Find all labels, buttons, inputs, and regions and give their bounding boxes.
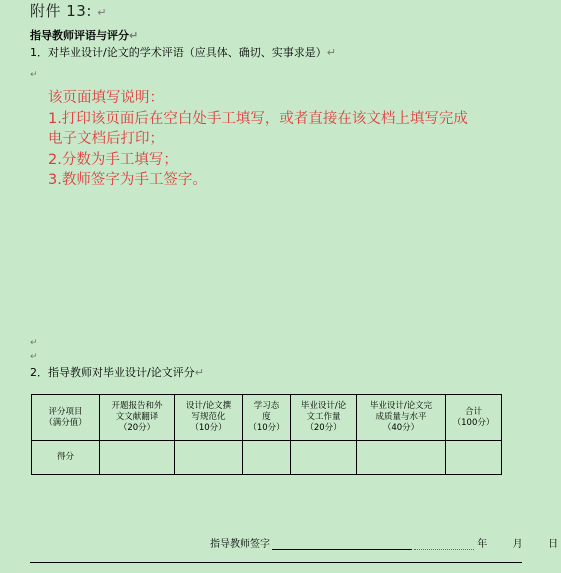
attachment-number: 附件 13: ↵	[30, 2, 107, 20]
header-cell-writing: 设计/论文撰 写规范化 （10分）	[175, 395, 243, 441]
return-mark: ↵	[30, 338, 38, 348]
score-cell-attitude[interactable]	[243, 441, 291, 475]
score-label: 得分	[32, 441, 100, 475]
instruction-line: 3.教师签字为手工签字。	[48, 172, 207, 188]
signature-line[interactable]	[272, 539, 412, 550]
question-1-prompt: 1．对毕业设计/论文的学术评语（应具体、确切、实事求是）↵	[30, 46, 336, 59]
score-row	[32, 441, 502, 475]
score-cell-quality[interactable]	[357, 441, 446, 475]
day-label: 日	[548, 539, 559, 550]
return-mark: ↵	[30, 352, 38, 362]
header-cell-proposal: 开题报告和外 文文献翻译 （20分）	[100, 395, 175, 441]
table-header-row	[32, 395, 502, 441]
signature-row	[210, 535, 558, 550]
header-cell-attitude: 学习态 度 （10分）	[243, 395, 291, 441]
bottom-rule	[30, 562, 522, 563]
header-cell-total: 合计 （100分）	[446, 395, 502, 441]
signature-label: 指导教师签字	[210, 539, 270, 550]
question-2-prompt: 2．指导教师对毕业设计/论文评分↵	[30, 366, 204, 379]
grading-table	[31, 394, 502, 475]
score-cell-workload[interactable]	[291, 441, 357, 475]
signature-spellcheck-underline	[414, 539, 474, 550]
fill-in-instructions[interactable]	[48, 88, 468, 191]
score-cell-writing[interactable]	[175, 441, 243, 475]
instruction-line: 2.分数为手工填写；	[48, 151, 178, 168]
header-cell-item: 评分项目 （满分值）	[32, 395, 100, 441]
month-label: 月	[512, 539, 523, 550]
header-cell-quality: 毕业设计/论文完 成质量与水平 （40分）	[357, 395, 446, 441]
section-title: 指导教师评语与评分↵	[30, 29, 139, 42]
instruction-heading: 该页面填写说明：	[48, 90, 164, 106]
instruction-line: 1.打印该页面后在空白处手工填写，或者直接在该文档上填写完成	[48, 110, 468, 127]
header-cell-workload: 毕业设计/论 文工作量 （20分）	[291, 395, 357, 441]
score-cell-proposal[interactable]	[100, 441, 175, 475]
year-label: 年	[477, 539, 488, 550]
return-mark: ↵	[30, 70, 38, 80]
score-cell-total[interactable]	[446, 441, 502, 475]
instruction-line: 电子文档后打印；	[48, 131, 164, 147]
